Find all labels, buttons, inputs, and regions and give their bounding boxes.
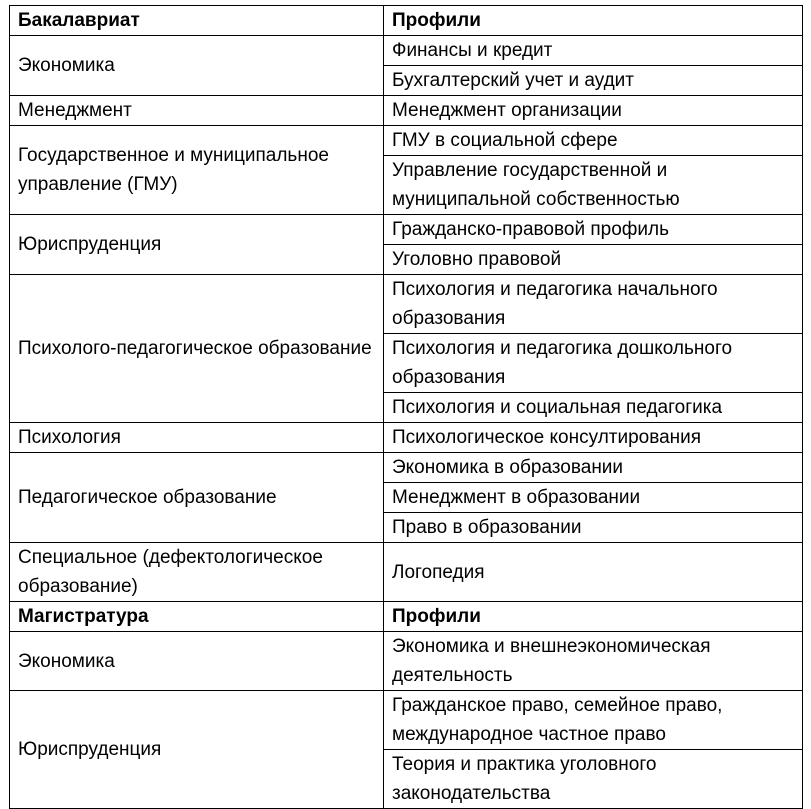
direction-cell: Экономика [10,36,384,96]
profile-cell: Экономика и внешнеэкономическая деятельность [384,632,803,691]
direction-cell: Юриспруденция [10,215,384,275]
master-header-profiles: Профили [384,602,803,632]
profile-cell: Бухгалтерский учет и аудит [384,66,803,96]
table-row [10,423,803,453]
programs-table-body [10,6,803,809]
profile-cell: Психология и педагогика дошкольного образования [384,334,803,393]
bachelor-header-row [10,6,803,36]
profile-cell: Финансы и кредит [384,36,803,66]
table-row [10,96,803,126]
table-row [10,543,803,602]
direction-cell: Государственное и муниципальное управление (ГМУ) [10,126,384,215]
programs-table [9,5,803,809]
table-row [10,632,803,691]
profile-cell: Управление государственной и муниципальной собственностью [384,156,803,215]
profile-cell: Менеджмент организации [384,96,803,126]
direction-cell: Специальное (дефектологическое образование) [10,543,384,602]
profile-cell: Психология и социальная педагогика [384,393,803,423]
direction-cell: Менеджмент [10,96,384,126]
direction-cell: Экономика [10,632,384,691]
direction-cell: Педагогическое образование [10,453,384,543]
profile-cell: Менеджмент в образовании [384,483,803,513]
profile-cell: Уголовно правовой [384,245,803,275]
profile-cell: Гражданско-правовой профиль [384,215,803,245]
table-row [10,36,803,66]
table-row [10,126,803,156]
profile-cell: Теория и практика уголовного законодательства [384,750,803,809]
table-row [10,215,803,245]
table-row [10,691,803,750]
table-row [10,275,803,334]
direction-cell: Психология [10,423,384,453]
bachelor-header-profiles: Профили [384,6,803,36]
profile-cell: Логопедия [384,543,803,602]
master-header-title: Магистратура [10,602,384,632]
profile-cell: ГМУ в социальной сфере [384,126,803,156]
profile-cell: Гражданское право, семейное право, международное частное право [384,691,803,750]
profile-cell: Экономика в образовании [384,453,803,483]
profile-cell: Психология и педагогика начального образования [384,275,803,334]
direction-cell: Юриспруденция [10,691,384,809]
bachelor-header-title: Бакалавриат [10,6,384,36]
table-row [10,453,803,483]
profile-cell: Право в образовании [384,513,803,543]
profile-cell: Психологическое консултирования [384,423,803,453]
direction-cell: Психолого-педагогическое образование [10,275,384,423]
master-header-row [10,602,803,632]
